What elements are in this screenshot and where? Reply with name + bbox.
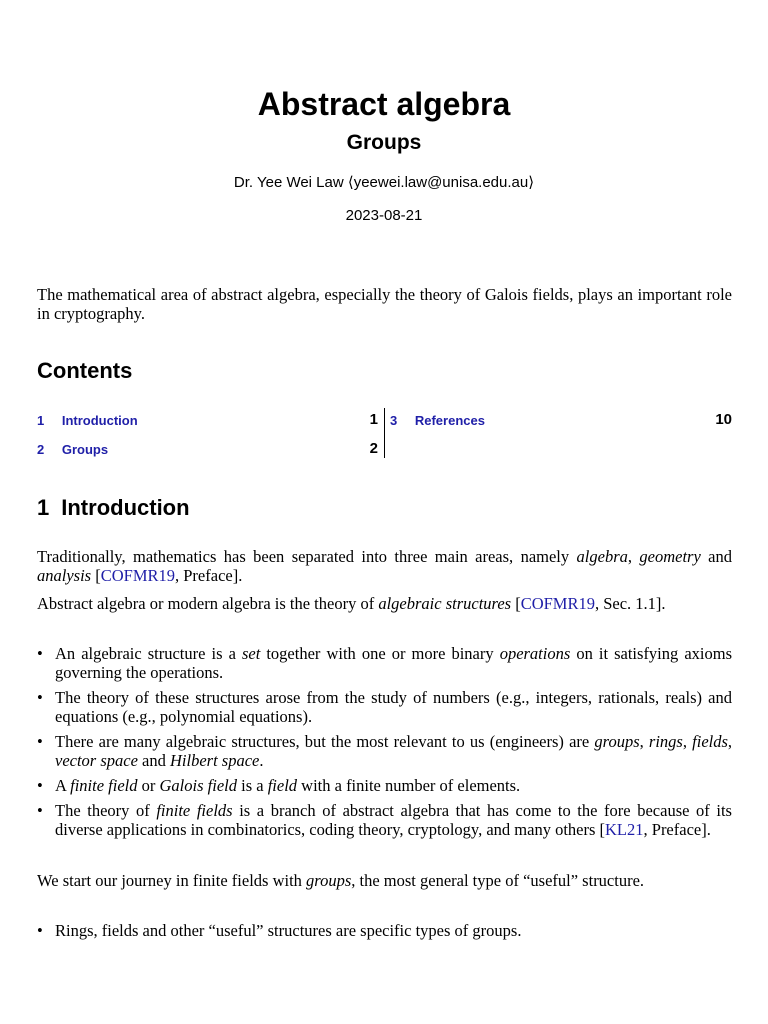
citation-link[interactable]: COFMR19	[100, 566, 175, 585]
term-analysis: analysis	[37, 566, 92, 585]
toc-item-references[interactable]	[390, 413, 485, 428]
toc-item-number: 2	[37, 442, 45, 457]
intro-paragraph-2: Abstract algebra or modern algebra is the theory of algebraic structures [COFMR19, Sec. 1.1].	[37, 594, 666, 613]
list-item: • Rings, fields and other “useful” structures are specific types of groups.	[37, 921, 732, 940]
list-item: • The theory of finite fields is a branch of abstract algebra that has come to the fore because of its diverse applications in combinatorics, coding theory, cryptology, and many others [KL21, Preface].	[37, 801, 732, 839]
toc-item-label: Introduction	[61, 413, 138, 428]
intro-bullet-list-2	[37, 921, 732, 946]
document-title: Abstract algebra	[257, 86, 511, 122]
intro-bullet-list	[37, 644, 732, 845]
toc-item-page: 10	[715, 411, 732, 428]
citation-link[interactable]: KL21	[605, 820, 644, 839]
toc-item-page: 1	[369, 411, 378, 428]
list-item: • A finite field or Galois field is a field with a finite number of elements.	[37, 776, 732, 795]
toc-item-page: 2	[369, 440, 378, 457]
section-number: 1	[37, 495, 50, 520]
author-line: Dr. Yee Wei Law ⟨yeewei.law@unisa.edu.au⟩	[233, 174, 535, 191]
term-algebraic-structures: algebraic structures	[378, 594, 512, 613]
toc-item-number: 1	[37, 413, 45, 428]
toc-item-introduction[interactable]	[37, 413, 138, 428]
document-date: 2023-08-21	[345, 207, 423, 224]
toc-item-groups[interactable]	[37, 442, 108, 457]
contents-heading: Contents	[37, 358, 133, 383]
term-algebra: algebra	[576, 547, 628, 566]
section-title: Introduction	[61, 495, 190, 520]
citation-link[interactable]: COFMR19	[520, 594, 595, 613]
toc-item-label: Groups	[61, 442, 109, 457]
intro-paragraph-1: Traditionally, mathematics has been separated into three main areas, namely algebra, geometry and analysis [COFMR19, Preface].	[37, 547, 733, 585]
toc-item-number: 3	[390, 413, 398, 428]
section-heading-introduction	[37, 495, 190, 521]
toc-item-label: References	[414, 413, 485, 428]
list-item: • The theory of these structures arose from the study of numbers (e.g., integers, rationals, reals) and equations (e.g., polynomial equations).	[37, 688, 732, 726]
list-item: • There are many algebraic structures, but the most relevant to us (engineers) are groups, rings, fields, vector space and Hilbert space.	[37, 732, 732, 770]
intro-paragraph-3: We start our journey in finite fields with groups, the most general type of “useful” structure.	[37, 871, 645, 890]
document-subtitle: Groups	[346, 131, 422, 154]
list-item: • An algebraic structure is a set together with one or more binary operations on it satisfying axioms governing the operations.	[37, 644, 732, 682]
abstract-paragraph: The mathematical area of abstract algebra, especially the theory of Galois fields, plays an important role in cryptography.	[37, 285, 732, 323]
term-geometry: geometry	[639, 547, 701, 566]
term-groups: groups	[306, 871, 352, 890]
toc-column-divider	[384, 408, 385, 458]
